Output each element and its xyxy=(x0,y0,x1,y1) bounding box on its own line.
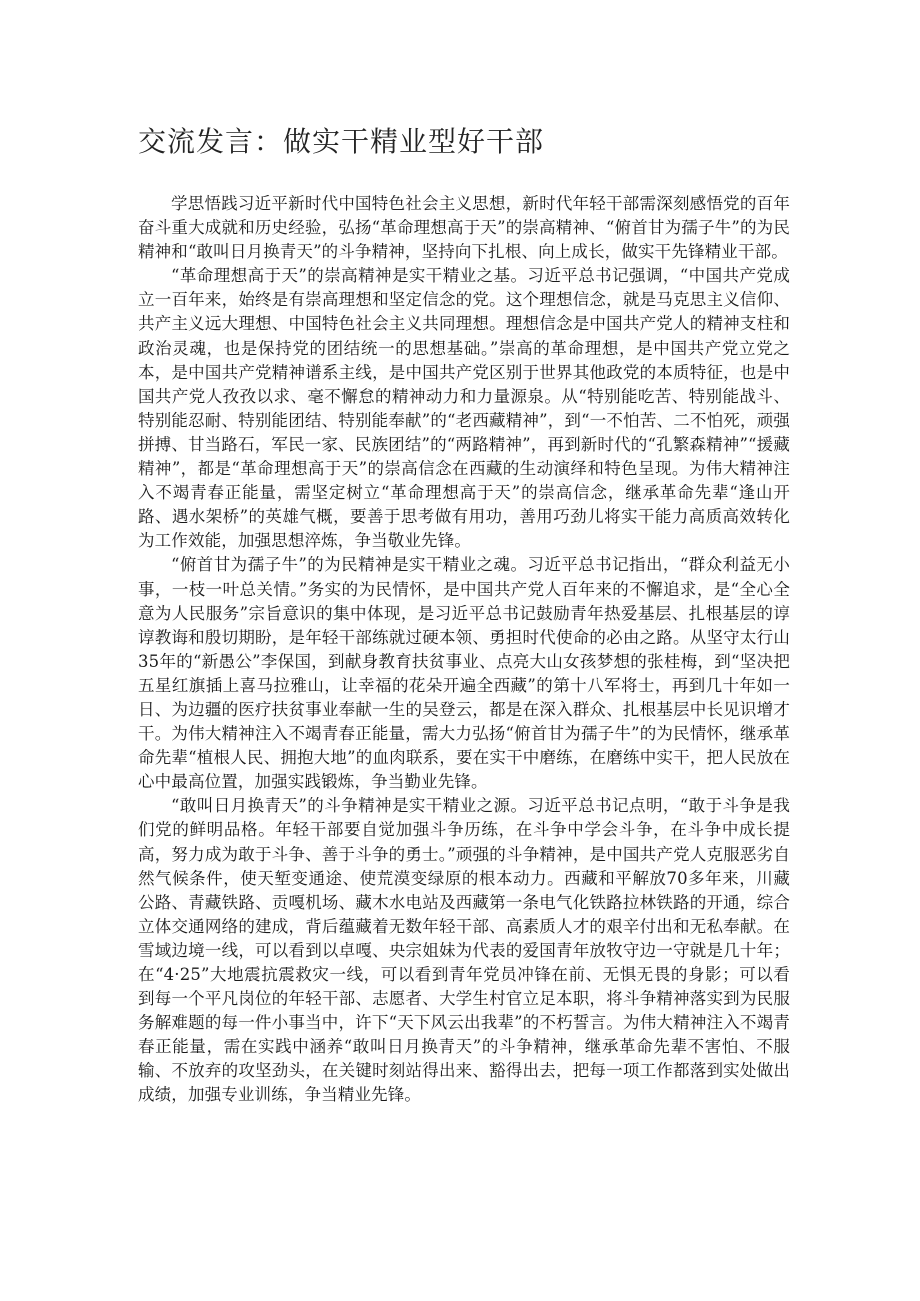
paragraph-serve-the-people: “俯首甘为孺子牛”的为民精神是实干精业之魂。习近平总书记指出，“群众利益无小事，一枝一叶总关情。”务实的为民情怀，是中国共产党人百年来的不懈追求，是“全心全意为人民服务”宗旨意识的集中体现，是习近平总书记鼓励青年热爱基层、扎根基层的谆谆教诲和殷切期盼，是年轻干部练就过硬本领、勇担时代使命的必由之路。从坚守太行山35年的“新愚公”李保国，到献身教育扶贫事业、点亮大山女孩梦想的张桂梅，到“坚决把五星红旗插上喜马拉雅山，让幸福的花朵开遍全西藏”的第十八军将士，再到几十年如一日、为边疆的医疗扶贫事业奉献一生的吴登云，都是在深入群众、扎根基层中长见识增才干。为伟大精神注入不竭青春正能量，需大力弘扬“俯首甘为孺子牛”的为民情怀，继承革命先辈“植根人民、拥抱大地”的血肉联系，要在实干中磨练，在磨练中实干，把人民放在心中最高位置，加强实践锻炼，争当勤业先锋。 xyxy=(138,555,790,792)
document-page xyxy=(138,120,790,1108)
document-title: 交流发言：做实干精业型好干部 xyxy=(138,125,545,158)
paragraph-revolutionary-ideal: “革命理想高于天”的崇高精神是实干精业之基。习近平总书记强调，“中国共产党成立一百年来，始终是有崇高理想和坚定信念的党。这个理想信念，就是马克思主义信仰、共产主义远大理想、中国特色社会主义共同理想。理想信念是中国共产党人的精神支柱和政治灵魂，也是保持党的团结统一的思想基础。”崇高的革命理想，是中国共产党立党之本，是中国共产党精神谱系主线，是中国共产党区别于世界其他政党的本质特征，也是中国共产党人孜孜以求、毫不懈怠的精神动力和力量源泉。从“特别能吃苦、特别能战斗、特别能忍耐、特别能团结、特别能奉献”的“老西藏精神”，到“一不怕苦、二不怕死，顽强拼搏、甘当路石，军民一家、民族团结”的“两路精神”，再到新时代的“孔繁森精神”“援藏精神”，都是“革命理想高于天”的崇高信念在西藏的生动演绎和特色呈现。为伟大精神注入不竭青春正能量，需坚定树立“革命理想高于天”的崇高信念，继承革命先辈“逢山开路、遇水架桥”的英雄气概，要善于思考做有用功，善用巧劲儿将实干能力高质高效转化为工作效能，加强思想淬炼，争当敬业先锋。 xyxy=(138,266,790,551)
paragraph-fighting-spirit: “敢叫日月换青天”的斗争精神是实干精业之源。习近平总书记点明，“敢于斗争是我们党的鲜明品格。年轻干部要自觉加强斗争历练，在斗争中学会斗争，在斗争中成长提高，努力成为敢于斗争、善于斗争的勇士。”顽强的斗争精神，是中国共产党人克服恶劣自然气候条件，使天堑变通途、使荒漠变绿原的根本动力。西藏和平解放70多年来，川藏公路、青藏铁路、贡嘎机场、藏木水电站及西藏第一条电气化铁路拉林铁路的开通，综合立体交通网络的建成，背后蕴藏着无数年轻干部、高素质人才的艰辛付出和无私奉献。在雪域边境一线，可以看到以卓嘎、央宗姐妹为代表的爱国青年放牧守边一守就是几十年；在“4·25”大地震抗震救灾一线，可以看到青年党员冲锋在前、无惧无畏的身影；可以看到每一个平凡岗位的年轻干部、志愿者、大学生村官立足本职，将斗争精神落实到为民服务解难题的每一件小事当中，许下“天下风云出我辈”的不朽誓言。为伟大精神注入不竭青春正能量，需在实践中涵养“敢叫日月换青天”的斗争精神，继承革命先辈不害怕、不服输、不放弃的攻坚劲头，在关键时刻站得出来、豁得出去，把每一项工作都落到实处做出成绩，加强专业训练，争当精业先锋。 xyxy=(138,796,790,1105)
paragraph-intro: 学思悟践习近平新时代中国特色社会主义思想，新时代年轻干部需深刻感悟党的百年奋斗重大成就和历史经验，弘扬“革命理想高于天”的崇高精神、“俯首甘为孺子牛”的为民精神和“敢叫日月换青天”的斗争精神，坚持向下扎根、向上成长，做实干先锋精业干部。 xyxy=(138,194,790,262)
